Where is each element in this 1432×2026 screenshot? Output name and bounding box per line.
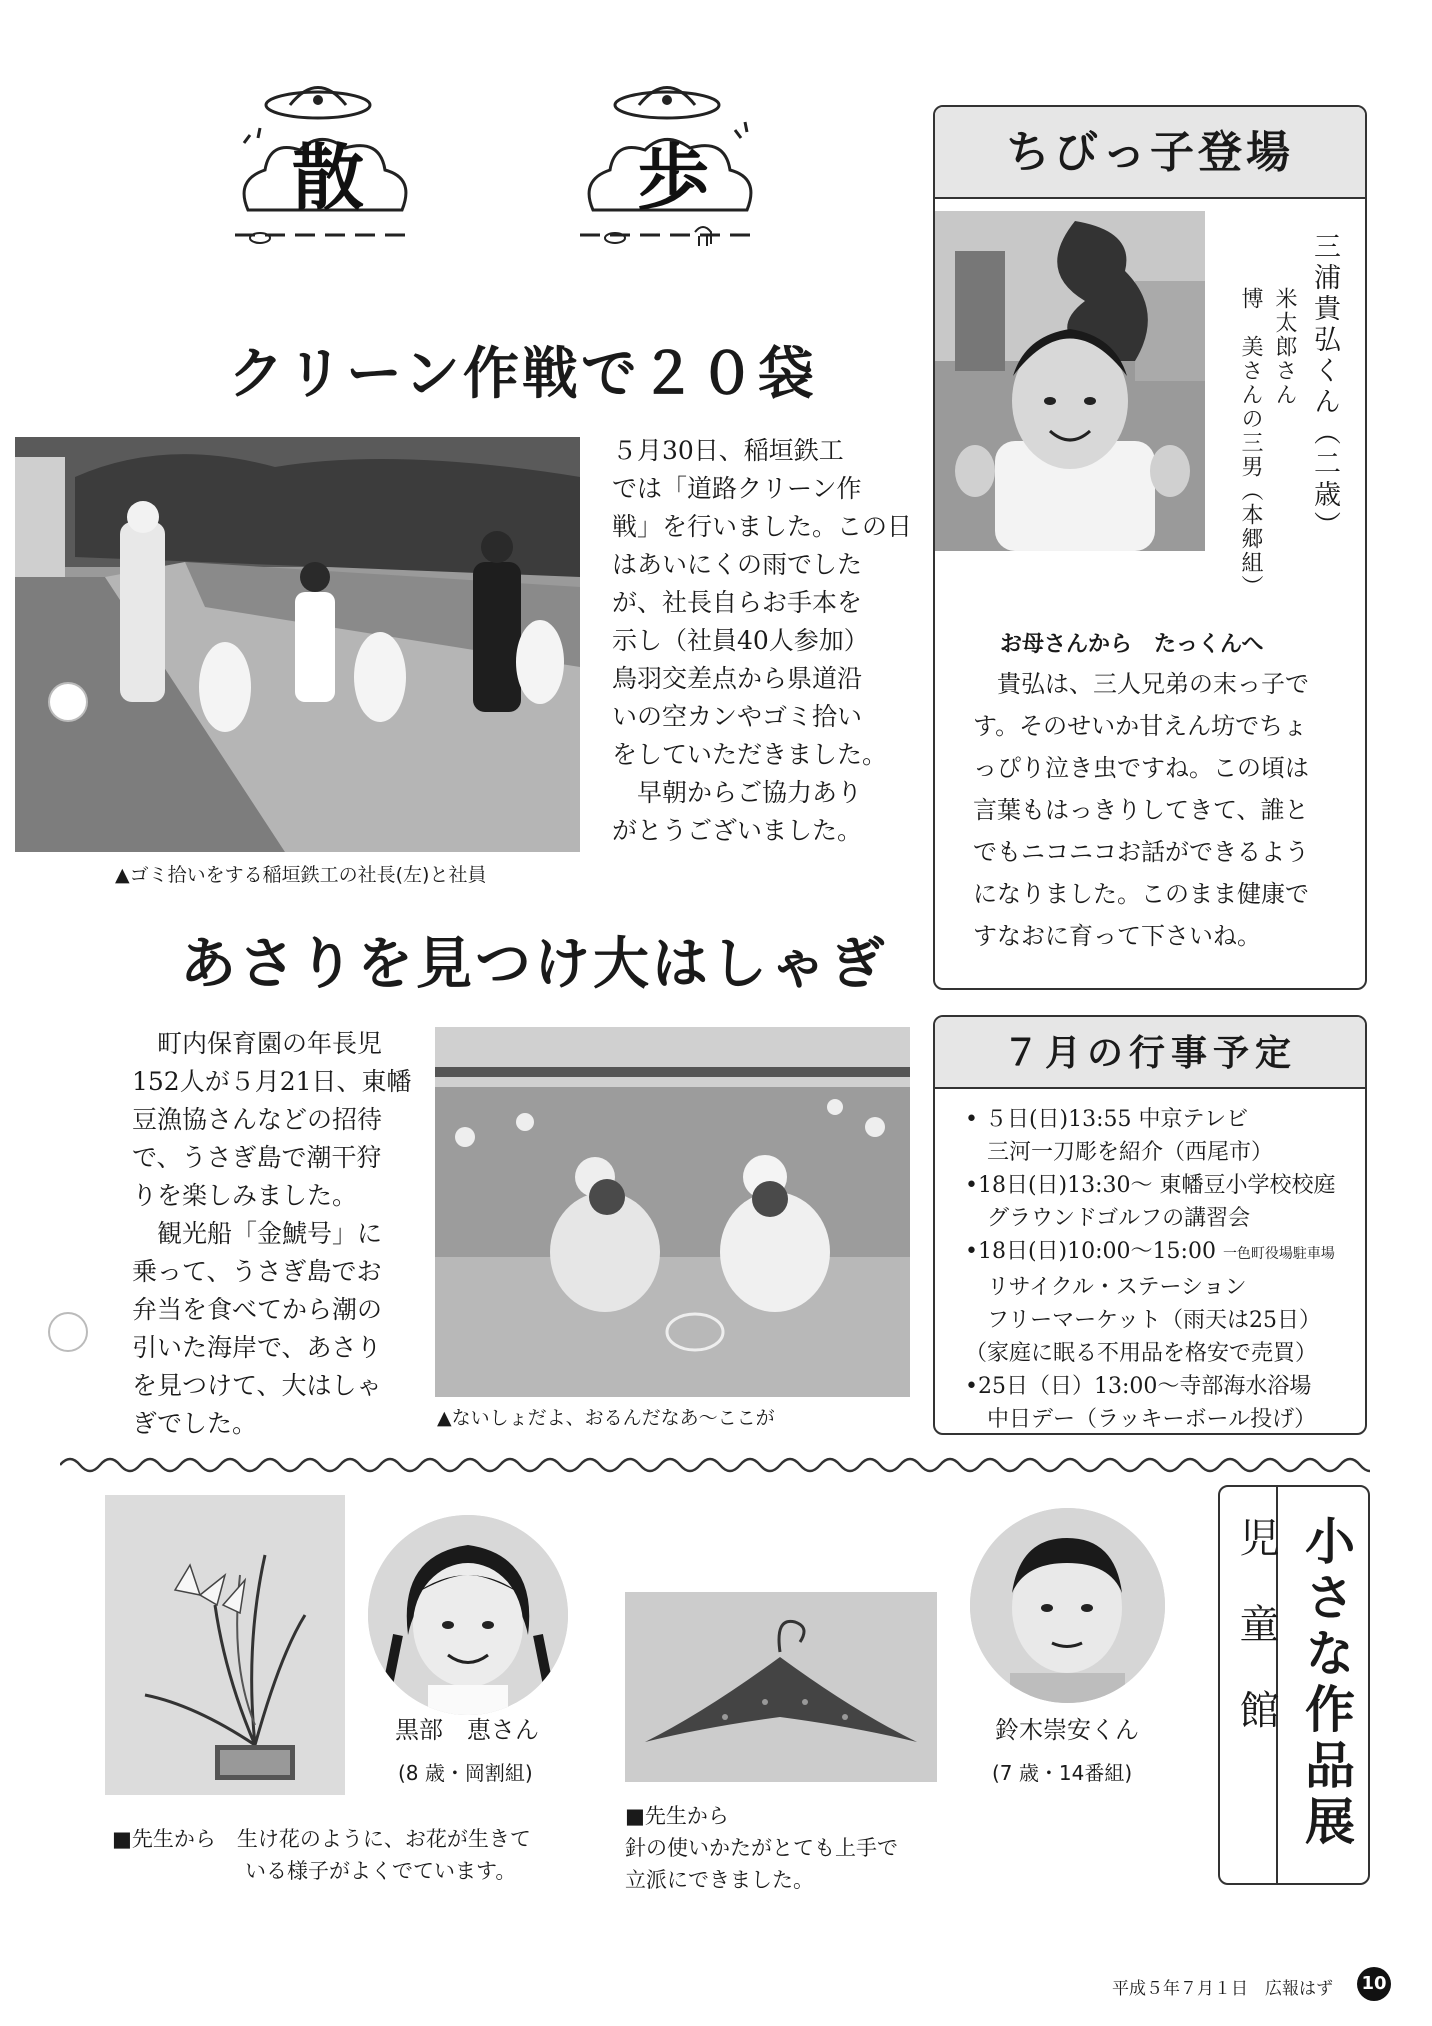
events-title: ７月の行事予定 <box>935 1017 1365 1089</box>
chibikko-child-name: 三浦貴弘くん（二歳） <box>1309 232 1340 542</box>
event-line: • ５日(日)13:55 中京テレビ <box>965 1107 1249 1132</box>
text-line: ５月30日、稲垣鉄工 <box>612 436 844 465</box>
event-line: グラウンドゴルフの講習会 <box>965 1206 1251 1231</box>
chibikko-title: ちびっ子登場 <box>935 107 1365 199</box>
text-line: 引いた海岸で、あさり <box>132 1333 382 1362</box>
text-line: をしていただきました。 <box>612 740 888 769</box>
text-line: 観光船「金鯱号」に <box>132 1219 383 1248</box>
text-line: 言葉もはっきりしてきて、誰と <box>973 796 1309 824</box>
text-line: っぴり泣き虫ですね。この頃は <box>973 754 1309 782</box>
text-line: 152人が５月21日、東幡 <box>132 1067 412 1096</box>
text-line: はあいにくの雨でした <box>612 550 863 579</box>
events-box <box>933 1015 1367 1435</box>
text-line: 早朝からご協力あり <box>612 778 863 807</box>
chibikko-message <box>973 663 1309 957</box>
text-line: がとうございました。 <box>612 816 863 845</box>
text-line: でもニコニコお話ができるよう <box>973 838 1309 866</box>
masthead-glyph-1: 散 <box>292 136 365 220</box>
wavy-divider <box>60 1452 1370 1478</box>
masthead-glyph-2: 歩 <box>637 136 710 220</box>
text-line: を見つけて、大はしゃ <box>132 1371 382 1400</box>
text-line: 弁当を食べてから潮の <box>132 1295 383 1324</box>
masthead-sanpo-ho <box>575 60 765 270</box>
events-list <box>965 1103 1336 1436</box>
event-line: （家庭に眠る不用品を格安で売買） <box>965 1341 1318 1366</box>
clean-photo-caption: ▲ゴミ拾いをする稲垣鉄工の社長(左)と社員 <box>115 864 487 886</box>
chibikko-message-title: お母さんから たっくんへ <box>1000 631 1264 657</box>
hanger-photo <box>625 1592 937 1782</box>
text-line: で、うさぎ島で潮干狩 <box>132 1143 382 1172</box>
asari-body <box>132 1025 422 1443</box>
event-line: リサイクル・ステーション <box>965 1275 1247 1300</box>
text-line: になりました。このまま健康で <box>973 880 1309 908</box>
text-line: すなおに育って下さいね。 <box>973 922 1261 950</box>
child1-comment-1: ■先生から 生け花のように、お花が生きて <box>112 1827 531 1851</box>
clean-headline: クリーン作戦で２０袋 <box>228 342 817 407</box>
text-line: では「道路クリーン作 <box>612 474 862 503</box>
event-line: 中日デー（ラッキーボール投げ） <box>965 1407 1317 1432</box>
text-line: 鳥羽交差点から県道沿 <box>612 664 863 693</box>
asari-photo-caption: ▲ないしょだよ、おるんだなあ～ここが <box>437 1407 775 1429</box>
text-line: 貴弘は、三人兄弟の末っ子で <box>973 670 1309 698</box>
text-line: ぎでした。 <box>132 1409 258 1438</box>
text-line: 乗って、うさぎ島でお <box>132 1257 382 1286</box>
text-line: 豆漁協さんなどの招待 <box>132 1105 383 1134</box>
text-line: 示し（社員40人参加） <box>612 626 869 655</box>
child2-portrait <box>970 1508 1165 1703</box>
child2-info: (7 歳・14番組) <box>992 1761 1133 1785</box>
chibikko-parent-1: 米太郎さん <box>1272 287 1297 407</box>
child2-comment-3: 立派にできました。 <box>625 1868 814 1892</box>
child1-info: (8 歳・岡割組) <box>398 1761 533 1785</box>
event-line: フリーマーケット（雨天は25日） <box>965 1308 1322 1333</box>
masthead-sanpo-san <box>230 60 420 270</box>
exhibit-title-sub: 児童館 <box>1233 1517 1279 1775</box>
child2-comment-2: 針の使いかたがとても上手で <box>625 1836 898 1860</box>
child2-name: 鈴木崇安くん <box>995 1716 1139 1744</box>
text-line: 戦」を行いました。この日 <box>612 512 913 541</box>
event-line: •18日(日)13:30～ 東幡豆小学校校庭 <box>965 1173 1336 1198</box>
child1-portrait <box>368 1515 568 1715</box>
ikebana-photo <box>105 1495 345 1795</box>
event-line: •25日（日）13:00～寺部海水浴場 <box>965 1374 1312 1399</box>
exhibit-title-main: 小さな作品展 <box>1297 1515 1355 1851</box>
footer-date: 平成５年７月１日 広報はず <box>1112 1979 1333 1999</box>
exhibit-title-box <box>1218 1485 1370 1885</box>
page-number-badge: 10 <box>1357 1967 1391 2001</box>
child2-comment-1: ■先生から <box>625 1804 729 1828</box>
event-line: •18日(日)10:00～15:00 一色町役場駐車場 <box>965 1239 1335 1264</box>
clean-body <box>612 432 912 850</box>
text-line: りを楽しみました。 <box>132 1181 358 1210</box>
clean-photo <box>15 437 580 852</box>
child1-name: 黒部 恵さん <box>395 1716 539 1744</box>
chibikko-photo <box>935 211 1205 551</box>
text-line: いの空カンやゴミ拾い <box>612 702 863 731</box>
asari-photo <box>435 1027 910 1397</box>
text-line: 町内保育園の年長児 <box>132 1029 383 1058</box>
asari-headline: あさりを見つけ大はしゃぎ <box>180 932 888 997</box>
chibikko-box <box>933 105 1367 990</box>
event-line: 三河一刀彫を紹介（西尾市） <box>965 1140 1274 1165</box>
chibikko-parent-2: 博 美さんの三男（本郷組） <box>1238 287 1263 599</box>
child1-comment-2: いる様子がよくでています。 <box>245 1859 517 1883</box>
text-line: す。そのせいか甘えん坊でちょ <box>973 712 1308 740</box>
text-line: が、社長自らお手本を <box>612 588 863 617</box>
binder-hole <box>48 1312 88 1352</box>
binder-hole <box>48 682 88 722</box>
